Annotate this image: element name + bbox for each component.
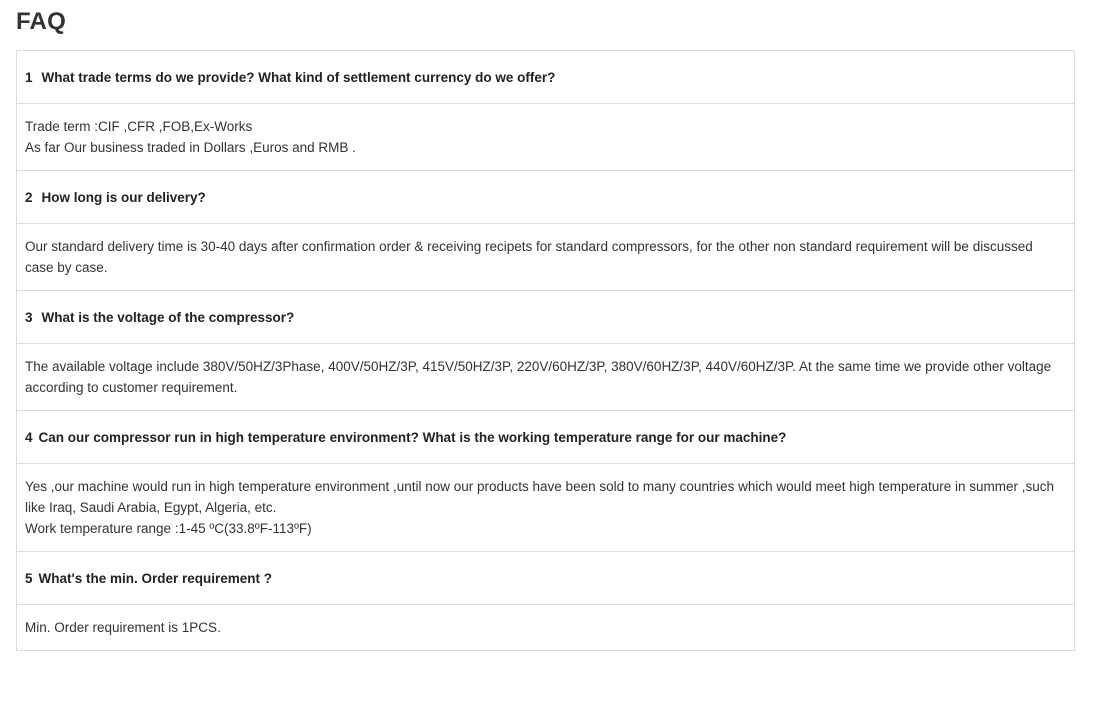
faq-question-row[interactable]: [17, 411, 1074, 464]
faq-answer-line: Trade term :CIF ,CFR ,FOB,Ex-Works: [25, 119, 253, 134]
faq-answer-line: Yes ,our machine would run in high temperature environment ,until now our products have been sold to many countries which would meet high temperature in summer ,such like Iraq, Saudi Arabia, Egypt, Algeria, etc.: [25, 479, 1055, 515]
faq-question-text-1: What trade terms do we provide? What kind of settlement currency do we offer?: [41, 69, 556, 85]
faq-answer-3: [17, 344, 1074, 410]
faq-answer-row: [17, 464, 1074, 552]
faq-number-3: 3: [25, 309, 33, 325]
faq-number-4: 4: [25, 429, 33, 445]
faq-answer-line: As far Our business traded in Dollars ,Euros and RMB .: [25, 140, 356, 155]
faq-question-4: [17, 411, 1074, 463]
faq-answer-1: [17, 104, 1074, 170]
faq-answer-2: [17, 224, 1074, 290]
faq-answer-line: Work temperature range :1-45 ºC(33.8ºF-113ºF): [25, 521, 312, 536]
faq-answer-4: [17, 464, 1074, 551]
faq-number-2: 2: [25, 189, 33, 205]
faq-question-row[interactable]: [17, 552, 1074, 605]
faq-answer-line: The available voltage include 380V/50HZ/3Phase, 400V/50HZ/3P, 415V/50HZ/3P, 220V/60HZ/3P, 380V/60HZ/3P, 440V/60HZ/3P. At the same time we provide other voltage according to customer requirement.: [25, 359, 1052, 395]
faq-question-1: [17, 51, 1074, 103]
faq-number-5: 5: [25, 570, 33, 586]
faq-question-text-3: What is the voltage of the compressor?: [41, 309, 295, 325]
faq-question-row[interactable]: [17, 171, 1074, 224]
faq-question-2: [17, 171, 1074, 223]
faq-question-row[interactable]: [17, 291, 1074, 344]
faq-question-text-4: Can our compressor run in high temperature environment? What is the working temperature range for our machine?: [38, 429, 787, 445]
faq-answer-5: [17, 605, 1074, 650]
faq-number-1: 1: [25, 69, 33, 85]
faq-answer-row: [17, 224, 1074, 291]
page-title: FAQ: [16, 8, 66, 35]
faq-question-text-5: What's the min. Order requirement ?: [38, 570, 273, 586]
faq-page: [0, 8, 1111, 651]
faq-question-5: [17, 552, 1074, 604]
faq-answer-row: [17, 605, 1074, 651]
faq-answer-row: [17, 104, 1074, 171]
faq-answer-line: Our standard delivery time is 30-40 days after confirmation order & receiving recipets for standard compressors, for the other non standard requirement will be discussed case by case.: [25, 239, 1033, 275]
faq-answer-line: Min. Order requirement is 1PCS.: [25, 620, 221, 635]
faq-table: [16, 50, 1075, 651]
faq-question-row[interactable]: [17, 51, 1074, 104]
faq-question-text-2: How long is our delivery?: [41, 189, 206, 205]
faq-question-3: [17, 291, 1074, 343]
faq-answer-row: [17, 344, 1074, 411]
